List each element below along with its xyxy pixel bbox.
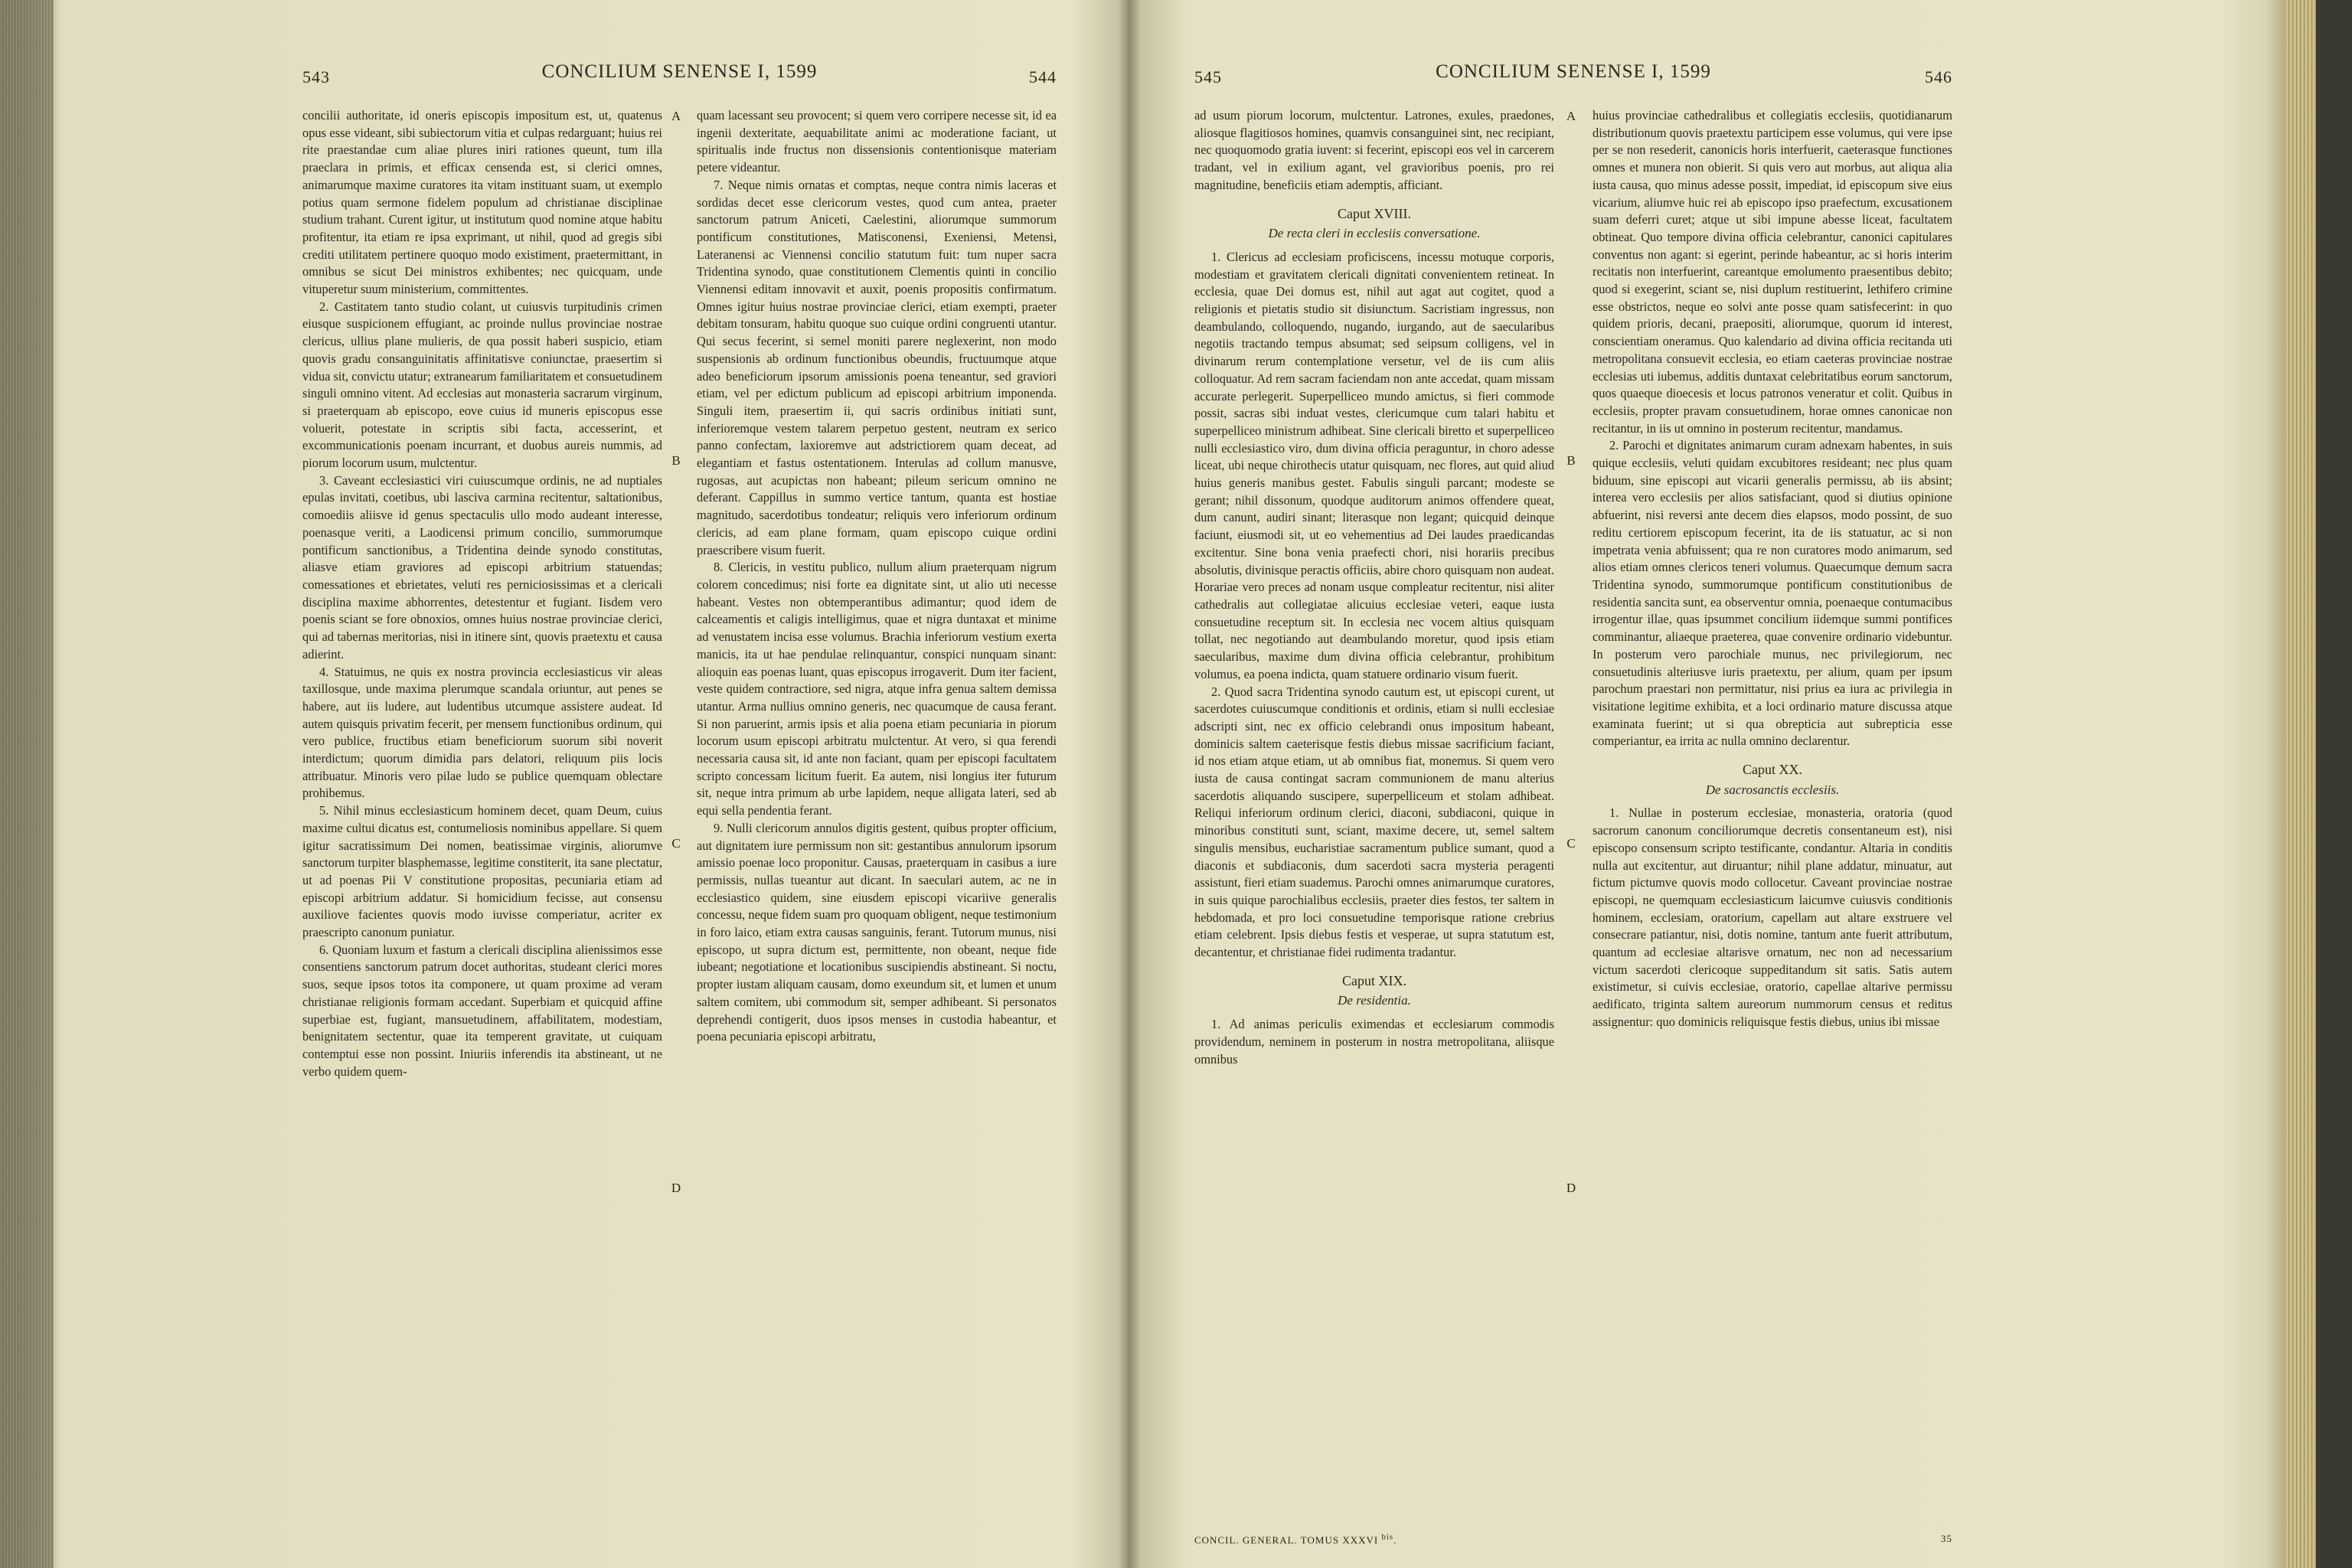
page-footer: [1194, 1533, 1952, 1547]
paragraph: 7. Neque nimis ornatas et comptas, neque contra nimis laceras et sordidas decet esse clericorum vestes, quod cum antea, praeter sanctorum patrum Aniceti, Caelestini, aliorumque summorum pontificum constitutiones, Matisconensi, Exeniensi, Metensi, Lateranensi ac Viennensi concilio statutum fuit: tum nuper sacra Tridentina synodo, quae constitutionem Clementis quinti in concilio Viennensi editam innovavit et auxit, poenis propositis confirmatum. Omnes igitur huius nostrae provinciae clerici, etiam exempti, praeter debitam tonsuram, habitu quoque suo cuique ordini congruenti utantur. Qui secus fecerint, si semel moniti parere neglexerint, non modo suspensionis ab ordinum functionibus obeundis, fructuumque atque adeo beneficiorum ipsorum amissionis poena teneantur, sed graviori etiam, vel per edictum publicum ad episcopi arbitrium imponenda. Singuli item, praesertim ii, qui sacris ordinibus initiati sunt, inferioremque vestem talarem perpetuo gestent, neutram ex serico panno confectam, laxioremve aut adstrictiorem quam deceat, ad elegantiam et fastus ostentationem. Interulas ad collum manusve, rugosas, aut acupictas non habeant; pileum sericum omnino ne deferant. Cappillus in summo vertice tantum, quanta est hostiae magnitudo, sacerdotibus tondeatur; reliquis vero inferiorum ordinum clericis, ad eam plane formam, quam episcopo cuique ordini praescribere visum fuerit.: [697, 177, 1057, 557]
paragraph: 6. Quoniam luxum et fastum a clericali disciplina alienissimos esse consentiens sanctorum patrum docet authoritas, studeant clerici mores suos, seque ipsos totos ita componere, ut quam proxime ad veram christianae religionis formam accedant. Superbiam et quicquid affine superbiae est, fugiant, mansuetudinem, affabilitatem, modestiam, benignitatem sectentur, quae ita temperent gravitate, ut cuiquam contemptui esse non possint. Iniuriis inferendis ita abstineant, ut ne verbo quidem quem-: [302, 942, 662, 1079]
running-title: CONCILIUM SENENSE I, 1599: [1436, 61, 1711, 82]
left-page-columns: [302, 107, 1057, 1547]
paragraph: 2. Parochi et dignitates animarum curam adnexam habentes, in suis quique ecclesiis, veluti quidam excubitores resideant; nec plus quam biduum, sine episcopi aut vicarii generalis permissu, ab iis absint; interea vero ecclesiis per alios satisfaciant, quod si diutius opinione abfuerint, nisi reversi ante decem dies elapsos, modo possint, de suo reditu certiorem episcopum fecerint, ita de iis statuatur, ac si non impetrata venia abfuissent; qua re non curatores modo animarum, sed alios etiam omnes clericos teneri volumus. Quaecumque demum sacra Tridentina synodo, summorumque pontificum constitutionibus de residentia sancita sunt, ea observentur omnia, poenaeque contumacibus irrogentur illae, quas ipsummet concilium iidemque summi pontifices comminantur, aliaeque praeterea, quae convenire ordinario videbuntur. In posterum vero parochiale munus, nec privilegiorum, nec consuetudinis alteriusve iuris praetextu, per alium, quam per ipsum parochum praestari non permittatur, nisi prius ea iura ac privilegia in visitatione legitime exhibita, et a loci ordinario mature discussa atque examinata fuerint; ut si qua obrepticia aut subrepticia esse comperiantur, ea irrita ac nulla omnino declarentur.: [1592, 438, 1952, 749]
right-page-columns: [1194, 107, 1952, 1547]
left-page: [302, 54, 1057, 1554]
gathering-number: 35: [1941, 1532, 1952, 1544]
paragraph: 3. Caveant ecclesiastici viri cuiuscumque ordinis, ne ad nuptiales epulas invitati, coetibus, ubi lasciva carmina recitentur, saltationibus, comoediis aliisve id genus spectaculis ullo modo audeant interesse, poenasque veriti, a Laodicensi primum concilio, summorumque pontificum sanctionibus, a Tridentina deinde synodo constitutas, aliasve etiam graviores ad episcopi arbitrium statuendas; comessationes et ebrietates, veluti res perniciosissimas et a clericali disciplina maxime abhorrentes, detestentur et fugiant. Iisdem vero poenis sciant se fore obnoxios, omnes huius nostrae provinciae clerici, qui ad tabernas meritorias, nisi in itinere sint, quovis praetextu et causa adierint.: [302, 472, 662, 662]
paragraph: concilii authoritate, id oneris episcopis impositum est, ut, quatenus opus esse videant, sibi subiectorum vitia et culpas redarguant; huius rei rite praestandae cum aliae plures iniri rationes queunt, tum illa praeclara in primis, et efficax censenda est, si clerici omnes, animarumque maxime curatores ita vitam instituant suam, ut exemplo potius quam sermone fidelem populum ad christianae disciplinae studium trahant. Curent igitur, ut institutum quod nomine atque habitu profitentur, ita etiam re ipsa exprimant, ut nihil, quod ad gregis sibi crediti utilitatem pertinere quoquo modo existiment, praetermittant, in omnibus se sicut Dei ministros exhibentes; nec quicquam, unde vituperetur suum ministerium, committentes.: [302, 108, 662, 297]
margin-letter-d: D: [671, 1181, 681, 1195]
footer-superscript: bis: [1381, 1532, 1394, 1542]
paragraph: 9. Nulli clericorum annulos digitis gestent, quibus propter officium, aut dignitatem iure permissum non sit: gestantibus annulorum ipsorum amissio poenae loco proponitur. Causas, praeterquam in casibus a iure permissis, nullas tueantur aut dicant. In saeculari autem, ac ne in ecclesiastico quidem, sine eiusdem episcopi vicariive generalis concessu, neque fidem suam pro quoquam obligent, neque testimonium in foro laico, etiam extra causas sanguinis, ferant. Tutorum munus, nisi episcopo, ut supra dictum est, permittente, non obeant, neque fide iubeant; negotiatione et locationibus suscipiendis abstineant. Si noctu, propter iustam aliquam causam, domo exeundum sit, et lumen et unum saltem comitem, ubi commodum sit, semper adhibeant. Si personatos deprehendi contigerit, duos ipsos menses in custodia habeantur, et poena pecuniaria episcopi arbitratu,: [697, 820, 1057, 1044]
paragraph: huius provinciae cathedralibus et collegiatis ecclesiis, quotidianarum distributionum quovis praetextu participem esse volumus, qui vere ipse per se non resederit, canonicis horis interfuerit, caeterasque functiones omnes et munera non obierit. Si quis vero aut morbus, aut aliqua alia iusta causa, quo minus adesse possit, impediat, id episcopum sive eius vicarium, aliumve huic rei ab episcopo ipso praefectum, excusationem suam deferri curet; atque ut sibi impune abesse liceat, facultatem obtineat. Quo tempore divina officia celebrantur, canonici capitulares conventus non agant: si egerint, perinde habeantur, ac si horis interim recitatis non interfuerint, careantque emolumento praesentibus debito; quod si exegerint, sciant se, nisi duplum restituerint, lethifero crimine esse obstrictos, neque eo solvi ante posse quam satisfecerint: in quo quidem prioris, decani, praepositi, aliorumque, quorum id interest, conscientiam oneramus. Quo kalendario ad divina officia recitanda uti metropolitana consuevit ecclesia, eo etiam caeteras provinciae nostrae ecclesias uti iubemus, additis duntaxat celebritatibus eorum sanctorum, quos quaeque dioecesis et locus patronos veneratur et colit. Quibus in ecclesiis, propter pravam consuetudinem, horae omnes canonicae non recitantur, in iis ut omnino in posterum recitentur, mandamus.: [1592, 108, 1952, 436]
page-edges-right: [2285, 0, 2316, 1568]
margin-letter-b: B: [671, 453, 681, 468]
page-edges-left: [0, 0, 54, 1568]
paragraph: 2. Quod sacra Tridentina synodo cautum est, ut episcopi curent, ut sacerdotes cuiuscumque conditionis et ordinis, etiam si nulli ecclesiae adscripti sint, nec ex officio celebrandi onus impositum habeant, dominicis saltem caeterisque festis diebus missae sacrificium faciant, id nos etiam atque etiam, ut ab omnibus fiat, monemus. Si quem vero iusta de causa contingat sacram communionem de manu alterius sacerdotis aliquando suscipere, superpelliceum et stolam adhibeat. Reliqui inferiorum ordinum clerici, diaconi, subdiaconi, quique in minoribus constituti sunt, sciant, maxime decere, ut, semel saltem singulis mensibus, eucharistiae sacramentum publice sumant, quod a diaconis et subdiaconis, dum sacerdoti sacra mysteria peragenti assistunt, fieri etiam suademus. Parochi omnes animarumque curatores, in suis quique parochialibus ecclesiis, praeter dies festos, ter saltem in hebdomada, et pro loci consuetudine temporisque ratione crebrius etiam celebrent. Ipsis diebus festis et vesperae, ut supra statutum est, decantentur, et christianae fidei rudimenta tradantur.: [1194, 684, 1554, 960]
column-545: [1194, 107, 1554, 1547]
page-number-544: 544: [1029, 67, 1057, 87]
book-binding: [2316, 0, 2352, 1568]
paragraph: 1. Nullae in posterum ecclesiae, monasteria, oratoria (quod sacrorum canonum conciliorumque decretis consentaneum est), nisi episcopo consensum scripto testificante, condantur. Altaria in conditis nulla aut excitentur, aut diruantur; nihil plane addatur, minuatur, aut fictum pictumve quovis modo collocetur. Caveant provinciae nostrae episcopi, ne quemquam ecclesiasticum laicumve cuiusvis conditionis hominem, ecclesiam, oratorium, capellam aut altare exstruere vel consecrare patiantur, nisi, dotis nomine, tantum ante fuerit attributum, quantum ad ecclesiae altarisve ornatum, nec non ad necessarium victum sacerdoti clericoque suppeditandum sit satis. Satis autem existimetur, si cuivis ecclesiae, oratorio, capellae altarive permissu aedificato, triginta saltem aureorum nummorum census et reditus assignentur: quo dominicis reliquisque festis diebus, unius ibi missae: [1592, 805, 1952, 1029]
caput-xviii-heading: Caput XVIII.: [1338, 205, 1411, 221]
paragraph: 8. Clericis, in vestitu publico, nullum alium praeterquam nigrum colorem concedimus; nisi forte ea dignitate sint, ut alio uti necesse habeant. Vestes non obtemperantibus adimantur; quod idem de calceamentis et caligis intelligimus, quae et nigra duntaxat et minime ad venustatem incisa esse volumus. Brachia inferiorum vestium exerta manicis, ita ut hae pendulae relinquantur, conspici nunquam sinant: alioquin eas poenas luant, quas episcopus irrogaverit. Dum iter facient, veste quidem contractiore, sed nigra, atque infra genua saltem demissa utantur. Arma nullius omnino generis, nec quacumque de causa ferant. Si non paruerint, armis ipsis et alia poena etiam pecuniaria in piorum locorum usum episcopi arbitratu mulctentur. At vero, si qua ferendi necessaria causa sit, id ante non faciant, quam per episcopi facultatem scripto concessam licitum fuerit. Ea autem, nisi longius iter futurum sit, neque intra primum ab urbe lapidem, neque alligata lateri, sed ab equi sella pendentia ferant.: [697, 560, 1057, 818]
margin-letter-b: B: [1566, 453, 1576, 468]
caput-xix-title: De residentia.: [1338, 993, 1411, 1008]
margin-letter-a: A: [671, 109, 681, 123]
column-543: [302, 107, 662, 1547]
paragraph: 1. Ad animas periculis eximendas et ecclesiarum commodis providendum, neminem in posterum in nostra metropolitana, aliisque omnibus: [1194, 1017, 1554, 1067]
paragraph: 1. Clericus ad ecclesiam proficiscens, incessu motuque corporis, modestiam et gravitatem clericali dignitati convenientem retineat. In ecclesia, quae Dei domus est, nihil aut agat aut cogitet, quod a religionis et pietatis studio sit disiunctum. Sacristiam ingressus, non deambulando, colloquendo, nugando, iurgando, aut de saecularibus negotiis tractando tempus absumat; sed seipsum colligens, vel in divinarum rerum contemplatione versetur, vel de iis cum aliis colloquatur. Ad rem sacram faciendam non ante accedat, quam missam accurate perlegerit. Superpelliceo mundo amictus, si fieri commode possit, sacras sibi induat vestes, clericumque cum talari habitu et superpelliceo ministrum adhibeat. Sine clericali biretto et superpelliceo nulli ecclesiastico viro, dum divina officia peraguntur, in choro adesse liceat, ubi neque chirothecis utatur quisquam, nec flores, aut quid aliud huius generis manibus gestet. Fabulis singuli parcant; modeste se gerant; nihil dissonum, quodque auditorum animos offendere queat, dum canunt, audiri sinant; literasque non legant; quicquid deinque faciunt, eiusmodi sit, ut eo vehementius ad Dei laudes praedicandas excitentur. Sine bona venia praefecti chori, nisi horariis precibus absolutis, divinisque peractis officiis, abire choro quisquam non audeat. Horariae vero preces ad nonam usque compleatur recitentur, nisi aliter cathedralis aut collegiatae alicuius ecclesiae veteri, eaque iusta consuetudine receptum sit. In ecclesia nec vocem altius quisquam tollat, nec negotiando aut deambulando moretur, quod ipsis etiam saecularibus, maxime dum divina officia celebrantur, prohibitum volumus, ea poena indicta, quam statuere ordinario visum fuerit.: [1194, 249, 1554, 681]
paragraph: 2. Castitatem tanto studio colant, ut cuiusvis turpitudinis crimen eiusque suspicionem effugiant, ac proinde nullus provinciae nostrae clericus, ullius plane mulieris, de qua possit haberi suspicio, etiam quovis gradu consanguinitatis affinitatisve coniunctae, praesertim si vidua sit, convictu utatur; extranearum familiaritatem et consuetudinem singuli omnino vitent. Ad ecclesias aut monasteria sacrarum virginum, si praeterquam ab episcopo, eove cuius id muneris episcopus esse voluerit, potestate in scriptis sibi facta, accesserint, et excommunicationis poenam incurrant, et duobus aureis nummis, ad piorum locorum usum, mulctentur.: [302, 299, 662, 471]
margin-letter-d: D: [1566, 1181, 1576, 1195]
caput-xviii-title: De recta cleri in ecclesiis conversatione.: [1268, 226, 1481, 241]
signature-mark: CONCIL. GENERAL. TOMUS XXXVI $^{bis}$.: [1194, 1532, 1397, 1546]
margin-letter-c: C: [1566, 836, 1576, 851]
column-546: [1592, 107, 1952, 1547]
page-number-545: 545: [1194, 67, 1222, 87]
paragraph: quam lacessant seu provocent; si quem vero corripere necesse sit, id ea ingenii dexteritate, aequabilitate animi ac moderatione faciant, ut spiritualis inde fructus non dissensionis contentionisque materiam petere videantur.: [697, 108, 1057, 175]
paragraph: ad usum piorum locorum, mulctentur. Latrones, exules, praedones, aliosque flagitiosos homines, quamvis consanguinei sint, nec recipiant, nec quoquomodo gratia iuvent: si fecerint, episcopi eos vel in carcerem tradant, vel in exilium agant, vel gravioribus poenis, pro rei magnitudine, beneficiis etiam ademptis, afficiant.: [1194, 108, 1554, 192]
right-page: [1194, 54, 1952, 1554]
paragraph: 4. Statuimus, ne quis ex nostra provincia ecclesiasticus vir aleas taxillosque, unde maxima plerumque scandala oriuntur, aut penes se habere, aut iis ludere, aut ludentibus utcumque assistere audeat. Id autem quisquis privatim fecerit, per mensem functionibus ordinum, qui vero publice, fructibus etiam beneficiorum suorum sibi noverit interdictum; quorum dimidia pars delatori, reliquum piis locis attribuatur. Minoris vero pilae ludo se publice quemquam oblectare prohibemus.: [302, 664, 662, 801]
page-number-543: 543: [302, 67, 330, 87]
running-title: CONCILIUM SENENSE I, 1599: [541, 61, 818, 82]
margin-letter-a: A: [1566, 109, 1576, 123]
paragraph: 5. Nihil minus ecclesiasticum hominem decet, quam Deum, cuius maxime cultui dicatus est, contumeliosis nominibus appellare. Si quem igitur sacratissimum Dei nomen, beatissimae virginis, aliorumve sanctorum turpiter blasphemasse, legitime constiterit, ita sane plectatur, ut ad poenas Pii V constitutione propositas, pecuniaria etiam ad episcopi arbitrium addatur. Si homicidium fecisse, aut consensu auxiliove facientes quovis modo iuvisse comperiatur, acriter ex praescripto canonum puniatur.: [302, 803, 662, 940]
column-544: [697, 107, 1057, 1547]
right-page-header: [1194, 54, 1952, 92]
caput-xx-title: De sacrosanctis ecclesiis.: [1705, 782, 1840, 797]
margin-letter-c: C: [671, 836, 681, 851]
caput-xix-heading: Caput XIX.: [1342, 972, 1406, 988]
left-page-header: [302, 54, 1057, 92]
footer-text: CONCIL. GENERAL. TOMUS XXXVI: [1194, 1534, 1379, 1546]
caput-xx-heading: Caput XX.: [1743, 762, 1802, 778]
page-number-546: 546: [1925, 67, 1952, 87]
